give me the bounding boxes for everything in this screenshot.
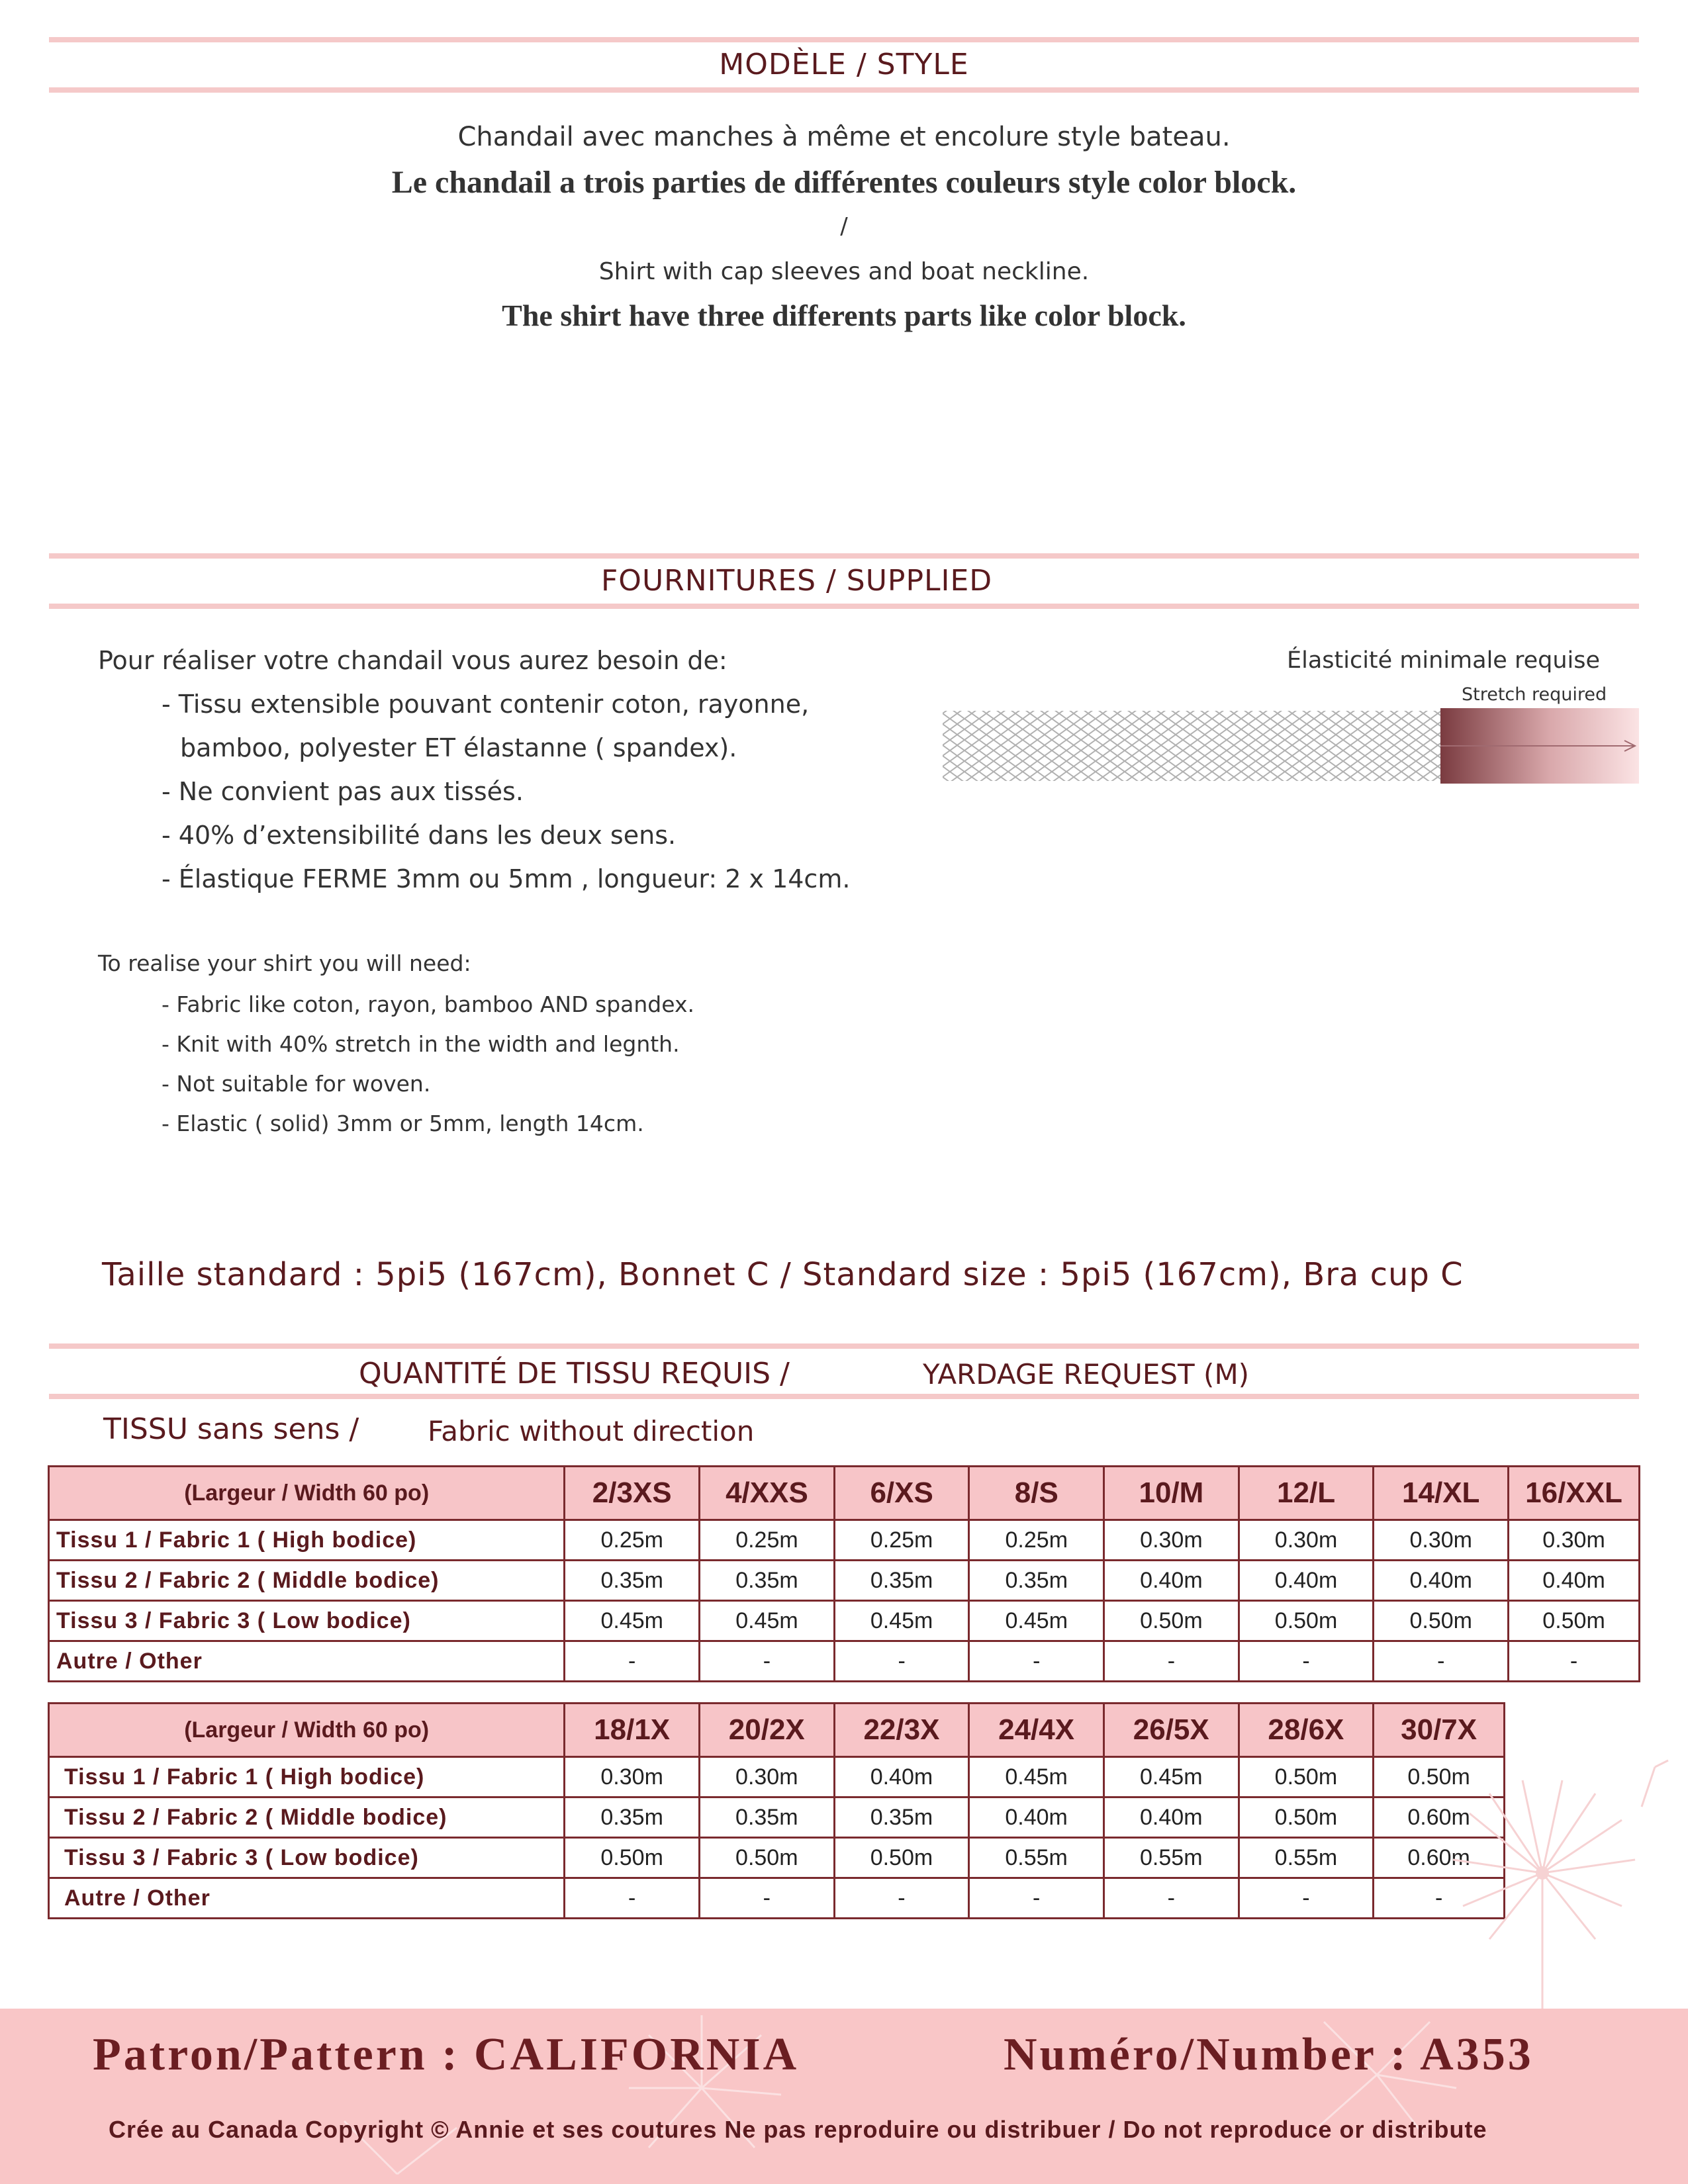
cell: 0.40m <box>1239 1561 1374 1601</box>
yardage-rule-top <box>49 1343 1639 1349</box>
width-header: (Largeur / Width 60 po) <box>49 1467 565 1520</box>
cell: - <box>1103 1878 1239 1919</box>
yardage-table-2 <box>48 1702 1505 1919</box>
cell: - <box>699 1878 834 1919</box>
cell: 0.55m <box>1239 1838 1374 1878</box>
stretch-label-fr: Élasticité minimale requise <box>1287 647 1601 674</box>
cell: 0.50m <box>1239 1797 1374 1838</box>
table-row <box>49 1601 1640 1641</box>
table-row <box>49 1520 1640 1561</box>
supplies-fr-item: bamboo, polyester ET élastanne ( spandex). <box>180 733 737 762</box>
cell: 0.30m <box>1104 1520 1239 1561</box>
cell: 0.35m <box>700 1561 835 1601</box>
size-header: 18/1X <box>565 1704 700 1757</box>
pattern-name: Patron/Pattern : CALIFORNIA <box>93 2029 800 2080</box>
model-en-line1: Shirt with cap sleeves and boat neckline. <box>598 258 1090 285</box>
cell: 0.50m <box>834 1838 969 1878</box>
table-row <box>49 1561 1640 1601</box>
cell: 0.55m <box>1103 1838 1239 1878</box>
size-header: 2/3XS <box>565 1467 700 1520</box>
cell: 0.40m <box>1104 1561 1239 1601</box>
cell: 0.40m <box>969 1797 1104 1838</box>
size-header: 14/XL <box>1374 1467 1509 1520</box>
cell: 0.50m <box>1239 1757 1374 1797</box>
cell: 0.45m <box>1103 1757 1239 1797</box>
footer-band <box>0 2009 1688 2184</box>
cell: 0.35m <box>834 1797 969 1838</box>
size-header: 6/XS <box>834 1467 969 1520</box>
row-label: Autre / Other <box>49 1641 565 1682</box>
cell: 0.35m <box>699 1797 834 1838</box>
cell: 0.35m <box>565 1797 700 1838</box>
cell: 0.45m <box>565 1601 700 1641</box>
model-en-line2: The shirt have three differents parts like color block. <box>502 298 1186 332</box>
cell: 0.50m <box>1374 1757 1505 1797</box>
cell: 0.60m <box>1374 1797 1505 1838</box>
table-row <box>49 1797 1505 1838</box>
cell: - <box>1239 1878 1374 1919</box>
size-header: 16/XXL <box>1509 1467 1640 1520</box>
supplies-rule-bottom <box>49 604 1639 609</box>
yardage-rule-bottom <box>49 1394 1639 1399</box>
supplies-fr-item: - Élastique FERME 3mm ou 5mm , longueur: 2 x 14cm. <box>162 864 851 893</box>
size-header: 20/2X <box>699 1704 834 1757</box>
cell: 0.45m <box>969 1601 1104 1641</box>
cell: 0.30m <box>1509 1520 1640 1561</box>
top-rule <box>49 37 1639 42</box>
size-header: 30/7X <box>1374 1704 1505 1757</box>
yardage-table-1 <box>48 1465 1640 1682</box>
model-rule <box>49 87 1639 93</box>
supplies-fr-item: - Ne convient pas aux tissés. <box>162 777 524 806</box>
size-header: 28/6X <box>1239 1704 1374 1757</box>
table-header-row <box>49 1467 1640 1520</box>
cell: - <box>969 1878 1104 1919</box>
cell: 0.35m <box>834 1561 969 1601</box>
row-label: Tissu 1 / Fabric 1 ( High bodice) <box>49 1520 565 1561</box>
cell: 0.50m <box>1239 1601 1374 1641</box>
supplies-en-item: - Knit with 40% stretch in the width and legnth. <box>162 1031 680 1057</box>
stretch-gauge <box>943 708 1639 784</box>
cell: - <box>834 1878 969 1919</box>
model-fr-line1: Chandail avec manches à même et encolure style bateau. <box>457 122 1231 152</box>
cell: - <box>700 1641 835 1682</box>
yardage-title-en: YARDAGE REQUEST (M) <box>923 1358 1250 1390</box>
dandelion-decoration-icon <box>1390 1747 1688 2012</box>
supplies-fr-item: - 40% d’extensibilité dans les deux sens. <box>162 821 677 850</box>
row-label: Autre / Other <box>49 1878 565 1919</box>
table-row <box>49 1757 1505 1797</box>
row-label: Tissu 2 / Fabric 2 ( Middle bodice) <box>49 1797 565 1838</box>
size-header: 12/L <box>1239 1467 1374 1520</box>
cell: 0.30m <box>565 1757 700 1797</box>
cell: 0.45m <box>969 1757 1104 1797</box>
copyright: Crée au Canada Copyright © Annie et ses coutures Ne pas reproduire ou distribuer / Do not reproduce or distribute <box>109 2116 1487 2143</box>
row-label: Tissu 2 / Fabric 2 ( Middle bodice) <box>49 1561 565 1601</box>
cell: 0.50m <box>565 1838 700 1878</box>
cell: 0.30m <box>1374 1520 1509 1561</box>
cell: 0.45m <box>834 1601 969 1641</box>
cell: - <box>1374 1641 1509 1682</box>
standard-size: Taille standard : 5pi5 (167cm), Bonnet C / Standard size : 5pi5 (167cm), Bra cup C <box>102 1256 1464 1293</box>
size-header: 26/5X <box>1103 1704 1239 1757</box>
cell: 0.25m <box>700 1520 835 1561</box>
width-header: (Largeur / Width 60 po) <box>49 1704 565 1757</box>
supplies-fr-item: - Tissu extensible pouvant contenir coton, rayonne, <box>162 690 810 719</box>
cell: - <box>969 1641 1104 1682</box>
cell: - <box>1374 1878 1505 1919</box>
cell: - <box>834 1641 969 1682</box>
row-label: Tissu 3 / Fabric 3 ( Low bodice) <box>49 1838 565 1878</box>
size-header: 22/3X <box>834 1704 969 1757</box>
yardage-title-fr: QUANTITÉ DE TISSU REQUIS / <box>359 1357 790 1390</box>
size-header: 8/S <box>969 1467 1104 1520</box>
cell: 0.25m <box>969 1520 1104 1561</box>
cell: 0.40m <box>1509 1561 1640 1601</box>
cell: 0.40m <box>834 1757 969 1797</box>
cell: 0.25m <box>565 1520 700 1561</box>
supplies-en-item: - Elastic ( solid) 3mm or 5mm, length 14cm. <box>162 1111 644 1136</box>
cell: 0.25m <box>834 1520 969 1561</box>
cell: 0.50m <box>1509 1601 1640 1641</box>
row-label: Tissu 1 / Fabric 1 ( High bodice) <box>49 1757 565 1797</box>
cell: 0.40m <box>1374 1561 1509 1601</box>
cell: 0.50m <box>1374 1601 1509 1641</box>
supplies-en-item: - Not suitable for woven. <box>162 1071 431 1097</box>
supplies-fr-intro: Pour réaliser votre chandail vous aurez besoin de: <box>98 646 727 675</box>
table-row <box>49 1838 1505 1878</box>
cell: 0.30m <box>699 1757 834 1797</box>
supplies-section-title: FOURNITURES / SUPPLIED <box>601 564 993 598</box>
model-section-title: MODÈLE / STYLE <box>719 48 969 81</box>
cell: 0.60m <box>1374 1838 1505 1878</box>
cell: 0.50m <box>1104 1601 1239 1641</box>
size-header: 4/XXS <box>700 1467 835 1520</box>
cell: 0.30m <box>1239 1520 1374 1561</box>
supplies-en-item: - Fabric like coton, rayon, bamboo AND spandex. <box>162 991 694 1017</box>
cell: - <box>565 1878 700 1919</box>
supplies-rule-top <box>49 553 1639 559</box>
table-row <box>49 1878 1505 1919</box>
cell: 0.35m <box>565 1561 700 1601</box>
yardage-subtitle-fr: TISSU sans sens / <box>103 1412 359 1446</box>
stretch-label-en: Stretch required <box>1462 684 1607 705</box>
cell: 0.55m <box>969 1838 1104 1878</box>
cell: - <box>1509 1641 1640 1682</box>
table-row <box>49 1641 1640 1682</box>
cell: - <box>1104 1641 1239 1682</box>
cell: 0.35m <box>969 1561 1104 1601</box>
cell: 0.45m <box>700 1601 835 1641</box>
supplies-en-intro: To realise your shirt you will need: <box>98 950 471 976</box>
size-header: 24/4X <box>969 1704 1104 1757</box>
cell: 0.50m <box>699 1838 834 1878</box>
row-label: Tissu 3 / Fabric 3 ( Low bodice) <box>49 1601 565 1641</box>
model-separator: / <box>840 213 848 240</box>
yardage-subtitle-en: Fabric without direction <box>428 1415 755 1447</box>
pattern-number: Numéro/Number : A353 <box>1004 2029 1534 2080</box>
cell: 0.40m <box>1103 1797 1239 1838</box>
table-header-row <box>49 1704 1505 1757</box>
model-fr-line2: Le chandail a trois parties de différentes couleurs style color block. <box>391 165 1297 200</box>
cell: - <box>565 1641 700 1682</box>
cell: - <box>1239 1641 1374 1682</box>
size-header: 10/M <box>1104 1467 1239 1520</box>
